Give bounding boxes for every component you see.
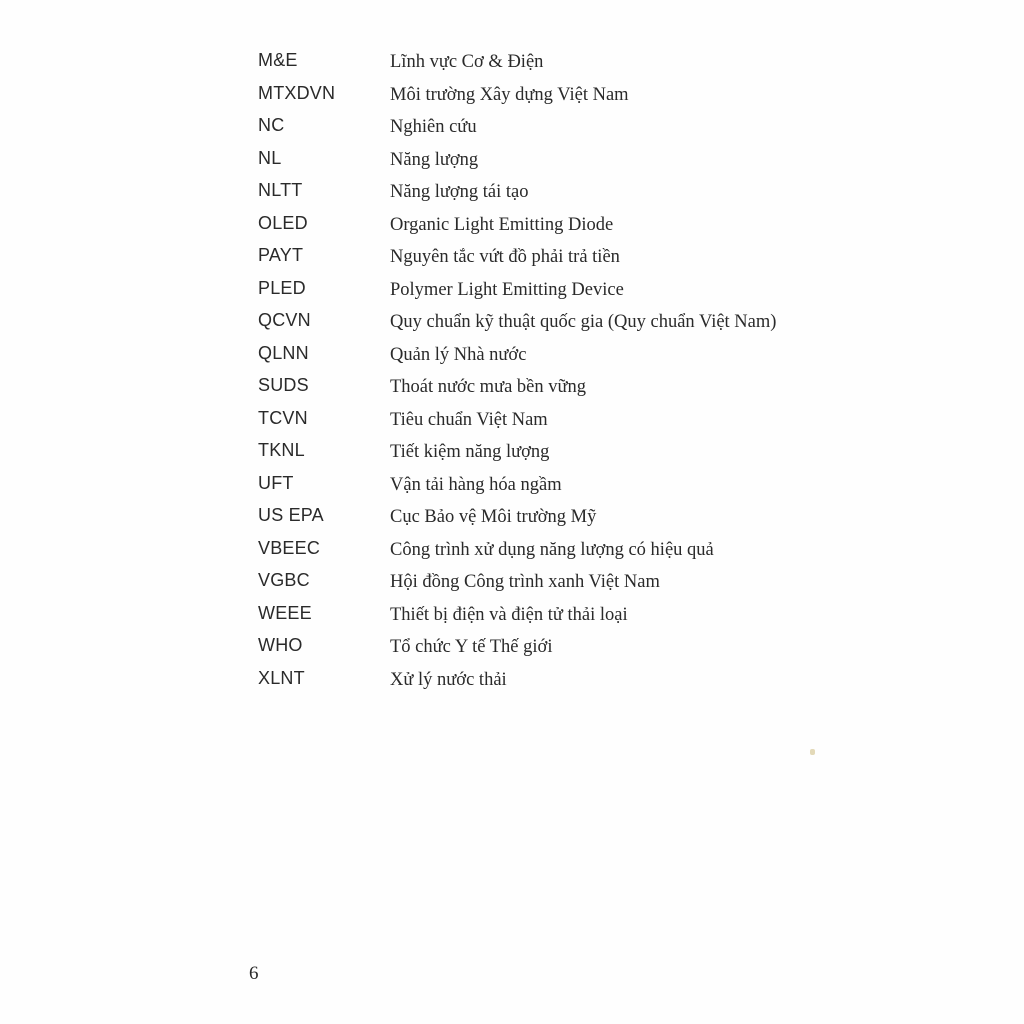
abbreviation-term: UFT bbox=[258, 472, 294, 493]
abbreviation-meaning: Cục Bảo vệ Môi trường Mỹ bbox=[390, 507, 597, 527]
abbreviation-term: SUDS bbox=[258, 375, 309, 395]
abbreviation-meaning: Vận tải hàng hóa ngầm bbox=[390, 474, 562, 495]
abbreviation-row bbox=[252, 306, 872, 339]
abbreviation-row bbox=[252, 599, 872, 632]
abbreviation-row bbox=[252, 339, 872, 372]
abbreviation-meaning: Năng lượng tái tạo bbox=[390, 182, 529, 202]
abbreviation-row bbox=[252, 46, 872, 79]
abbreviation-row bbox=[252, 501, 872, 534]
abbreviation-meaning: Quản lý Nhà nước bbox=[390, 344, 527, 365]
abbreviation-row bbox=[252, 534, 872, 567]
abbreviation-term: MTXDVN bbox=[258, 82, 336, 103]
abbreviation-row bbox=[252, 436, 872, 469]
abbreviation-meaning: Thiết bị điện và điện tử thải loại bbox=[390, 604, 628, 625]
abbreviation-term: TKNL bbox=[258, 440, 305, 460]
abbreviation-term: QCVN bbox=[258, 310, 311, 330]
abbreviation-term: NL bbox=[258, 147, 282, 168]
abbreviation-term: PAYT bbox=[258, 245, 304, 265]
abbreviation-meaning: Môi trường Xây dựng Việt Nam bbox=[390, 84, 629, 105]
abbreviation-row bbox=[252, 144, 872, 177]
abbreviation-term: XLNT bbox=[258, 667, 305, 688]
abbreviation-term: M&E bbox=[258, 50, 298, 70]
abbreviation-row bbox=[252, 241, 872, 274]
abbreviation-row bbox=[252, 274, 872, 307]
abbreviation-term: TCVN bbox=[258, 407, 308, 428]
abbreviation-row bbox=[252, 79, 872, 112]
abbreviation-meaning: Lĩnh vực Cơ & Điện bbox=[390, 52, 544, 72]
abbreviation-meaning: Tiêu chuẩn Việt Nam bbox=[390, 409, 548, 430]
abbreviation-row bbox=[252, 111, 872, 144]
abbreviation-meaning: Năng lượng bbox=[390, 149, 479, 170]
abbreviation-meaning: Thoát nước mưa bền vững bbox=[390, 377, 587, 397]
abbreviation-term: OLED bbox=[258, 212, 308, 233]
page-number: 6 bbox=[249, 963, 259, 984]
abbreviation-term: VBEEC bbox=[258, 537, 321, 558]
abbreviation-row bbox=[252, 404, 872, 437]
abbreviation-row bbox=[252, 371, 872, 404]
abbreviation-row bbox=[252, 176, 872, 209]
abbreviation-term: NC bbox=[258, 115, 285, 135]
abbreviation-row bbox=[252, 664, 872, 697]
abbreviation-meaning: Nghiên cứu bbox=[390, 117, 477, 137]
abbreviation-row bbox=[252, 566, 872, 599]
abbreviation-term: NLTT bbox=[258, 180, 303, 200]
paper-speck bbox=[810, 749, 815, 755]
abbreviation-term: WEEE bbox=[258, 602, 312, 623]
abbreviation-row bbox=[252, 469, 872, 502]
abbreviation-term: US EPA bbox=[258, 505, 324, 525]
abbreviation-meaning: Công trình xử dụng năng lượng có hiệu quả bbox=[390, 539, 714, 560]
abbreviation-meaning: Hội đồng Công trình xanh Việt Nam bbox=[390, 572, 660, 592]
abbreviation-meaning: Tiết kiệm năng lượng bbox=[390, 442, 550, 462]
abbreviation-meaning: Tổ chức Y tế Thế giới bbox=[390, 637, 553, 657]
abbreviation-meaning: Quy chuẩn kỹ thuật quốc gia (Quy chuẩn Việt Nam) bbox=[390, 312, 777, 332]
abbreviation-term: WHO bbox=[258, 635, 303, 655]
abbreviation-meaning: Polymer Light Emitting Device bbox=[390, 279, 624, 300]
abbreviation-list bbox=[252, 46, 872, 696]
abbreviation-meaning: Organic Light Emitting Diode bbox=[390, 214, 614, 235]
abbreviation-row bbox=[252, 209, 872, 242]
abbreviation-meaning: Nguyên tắc vứt đồ phải trả tiền bbox=[390, 247, 620, 267]
abbreviation-term: VGBC bbox=[258, 570, 310, 590]
abbreviation-term: QLNN bbox=[258, 342, 309, 363]
abbreviation-row bbox=[252, 631, 872, 664]
abbreviation-meaning: Xử lý nước thải bbox=[390, 669, 507, 690]
abbreviation-term: PLED bbox=[258, 277, 306, 298]
